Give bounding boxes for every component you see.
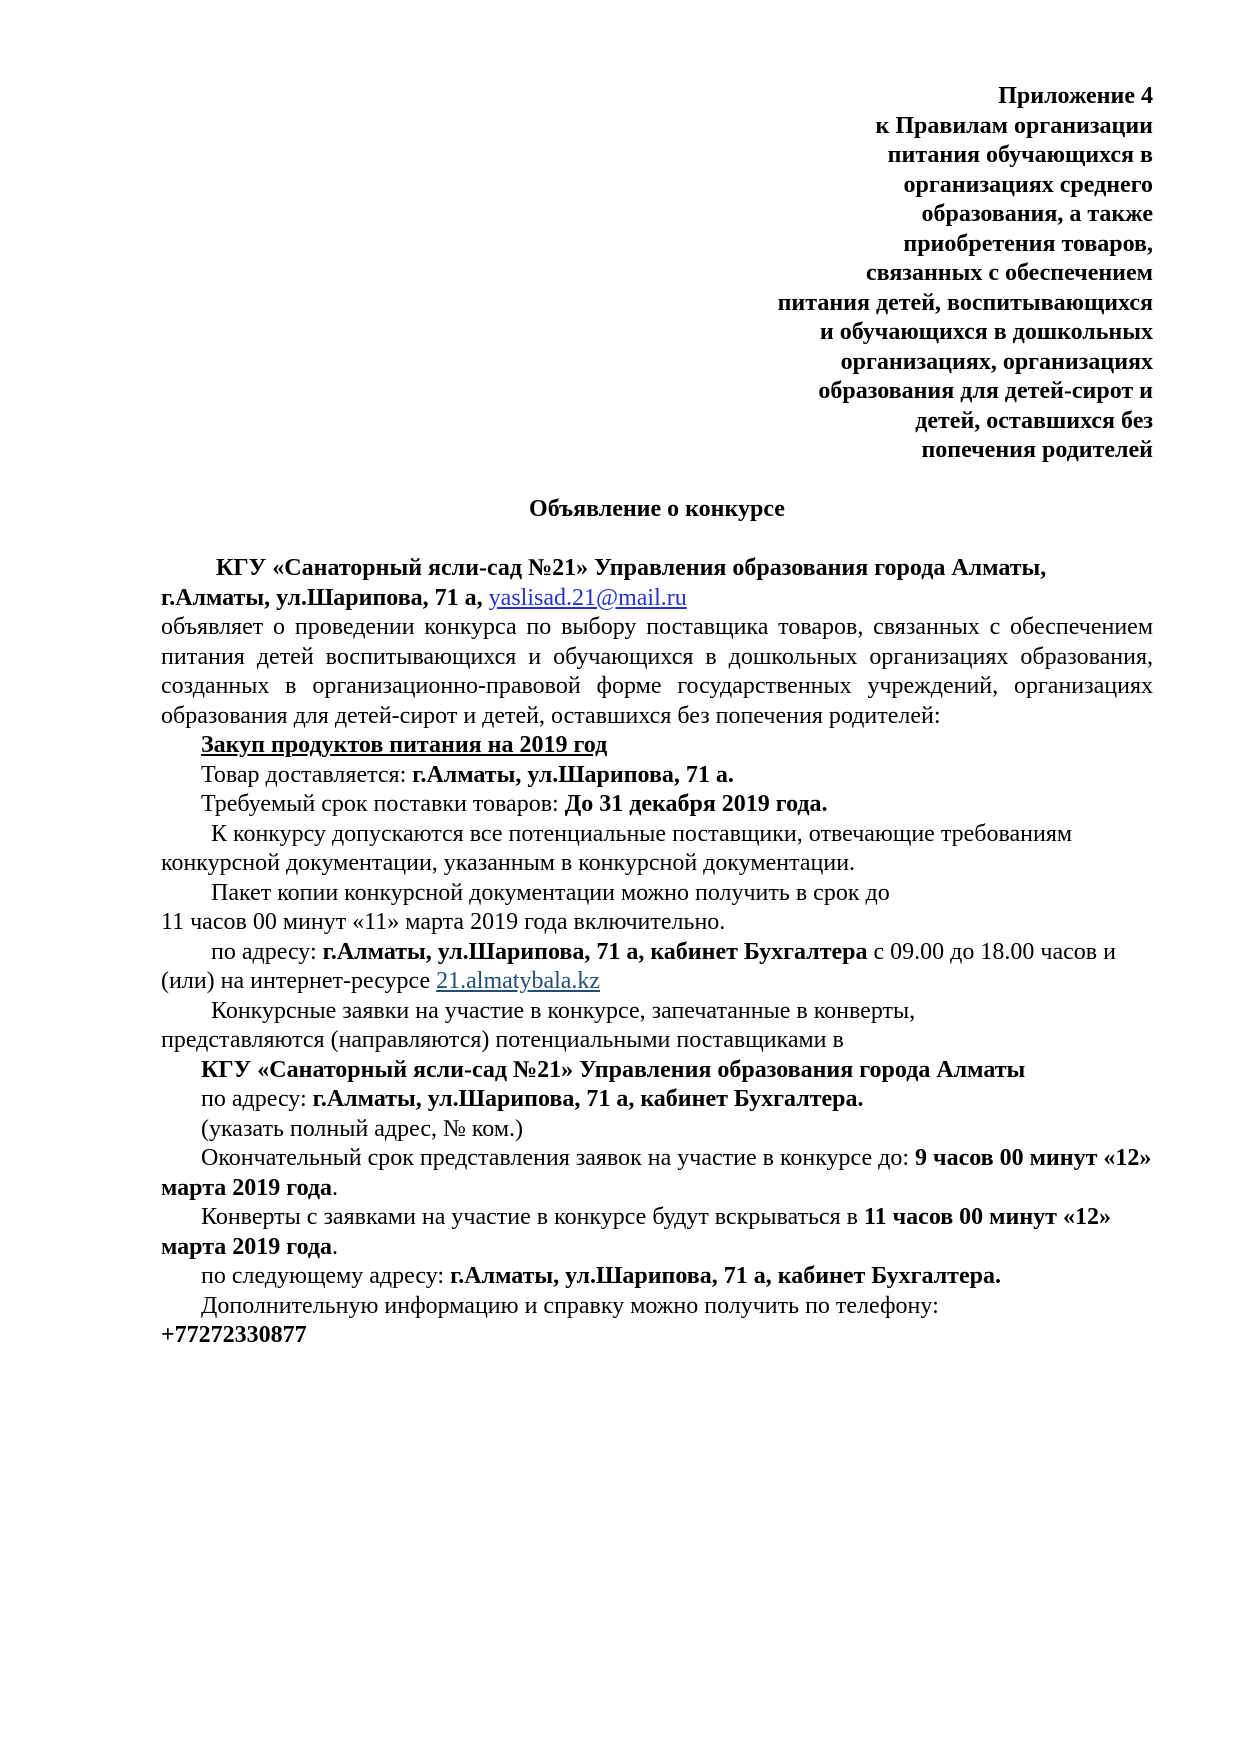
appendix-line: связанных с обеспечением: [866, 260, 1153, 286]
appendix-line: приобретения товаров,: [903, 230, 1153, 257]
org-name-text: КГУ «Санаторный ясли-сад №21» Управления образования города Алматы,: [216, 555, 1047, 581]
appendix-line: питания детей, воспитывающихся: [777, 289, 1153, 316]
envelopes-opening-value: 11 часов 00 минут «12» марта 2019 года: [161, 1204, 1111, 1260]
appendix-line: образования, а также: [921, 201, 1153, 227]
envelopes-opening-tail: .: [332, 1233, 339, 1260]
submission-address-value: г.Алматы, ул.Шарипова, 71 а, кабинет Бухгалтера.: [312, 1086, 864, 1112]
org-name-paragraph: [161, 1056, 1153, 1086]
envelopes-opening-label: Конверты с заявками на участие в конкурсе будут вскрываться в: [201, 1204, 864, 1230]
procurement-heading-text: Закуп продуктов питания на 2019 год: [201, 732, 608, 758]
org-name-repeat-text: КГУ «Санаторный ясли-сад №21» Управления образования города Алматы: [201, 1056, 1026, 1083]
appendix-line: организациях среднего: [903, 171, 1153, 198]
delivery-label: Товар доставляется:: [201, 761, 413, 788]
org-address-text: г.Алматы, ул.Шарипова, 71 а,: [161, 584, 489, 611]
pickup-address-paragraph: [161, 938, 1153, 997]
appendix-line: детей, оставшихся без: [915, 407, 1153, 434]
suppliers-text: К конкурсу допускаются все потенциальные поставщики, отвечающие требованиям конкурсной документации, указанным в конкурсной документации.: [161, 820, 1073, 876]
appendix-line: питания обучающихся в: [887, 142, 1153, 168]
supply-deadline-paragraph: [161, 790, 1153, 820]
address-note-text: (указать полный адрес, № ком.): [201, 1115, 524, 1142]
bids-submission-line1: Конкурсные заявки на участие в конкурсе, запечатанные в конверты,: [211, 997, 916, 1024]
procurement-heading: [161, 731, 1153, 761]
bids-submission-line2: представляются (направляются) потенциальными поставщиками в: [161, 1027, 844, 1053]
pickup-hours-text: с 09.00 до 18.00 часов и (или) на интернет-ресурсе: [161, 938, 1116, 994]
appendix-line: Приложение 4: [998, 83, 1153, 109]
final-deadline-tail: .: [332, 1174, 339, 1201]
appendix-line: образования для детей-сирот и: [818, 378, 1153, 404]
final-deadline-label: Окончательный срок представления заявок на участие в конкурсе до:: [201, 1145, 916, 1171]
announcement-text: объявляет о проведении конкурса по выбору поставщика товаров, связанных с обеспечением питания детей воспитывающихся и обучающихся в дошкольных организациях образования, созданных в организационно-правовой форме государственных учреждений, организациях образования для детей-сирот и детей, оставшихся без попечения родителей:: [161, 614, 1153, 729]
appendix-line: и обучающихся в дошкольных: [819, 319, 1153, 345]
submission-address-paragraph: [161, 1085, 1153, 1115]
phone-number: +77272330877: [161, 1322, 307, 1348]
opening-address-value: г.Алматы, ул.Шарипова, 71 а, кабинет Бухгалтера.: [450, 1263, 1001, 1289]
pickup-address-label: по адресу:: [211, 938, 323, 965]
delivery-address: г.Алматы, ул.Шарипова, 71 а.: [412, 761, 734, 788]
supply-deadline-label: Требуемый срок поставки товаров:: [201, 791, 565, 817]
submission-address-label: по адресу:: [201, 1086, 313, 1112]
appendix-block: [161, 82, 1153, 466]
supply-deadline-value: До 31 декабря 2019 года.: [564, 791, 828, 817]
docs-package-line2: 11 часов 00 минут «11» марта 2019 года включительно.: [161, 909, 726, 935]
opening-address-label: по следующему адресу:: [201, 1263, 451, 1289]
final-deadline-paragraph: [161, 1144, 1153, 1203]
envelopes-opening-paragraph: [161, 1203, 1153, 1262]
opening-address-paragraph: [161, 1262, 1153, 1292]
contact-info-text: Дополнительную информацию и справку можно получить по телефону:: [201, 1292, 939, 1319]
pickup-address-value: г.Алматы, ул.Шарипова, 71 а, кабинет Бухгалтера: [322, 938, 868, 965]
appendix-line: попечения родителей: [921, 437, 1153, 463]
appendix-line: к Правилам организации: [875, 112, 1153, 139]
appendix-line: организациях, организациях: [840, 348, 1153, 375]
org-intro-paragraph: [161, 554, 1153, 731]
bids-submission-paragraph: [161, 997, 1153, 1056]
email-link[interactable]: yaslisad.21@mail.ru: [488, 584, 687, 611]
page-title: Объявление о конкурсе: [529, 495, 785, 522]
delivery-paragraph: [161, 761, 1153, 791]
docs-package-paragraph: [161, 879, 1153, 938]
final-deadline-value: 9 часов 00 минут «12» марта 2019 года: [161, 1145, 1152, 1201]
website-link[interactable]: 21.almatybala.kz: [436, 968, 601, 994]
address-note: [161, 1115, 1153, 1145]
contact-info-paragraph: [161, 1292, 1153, 1351]
suppliers-paragraph: [161, 820, 1153, 879]
docs-package-line1: Пакет копии конкурсной документации можно получить в срок до: [211, 879, 890, 906]
